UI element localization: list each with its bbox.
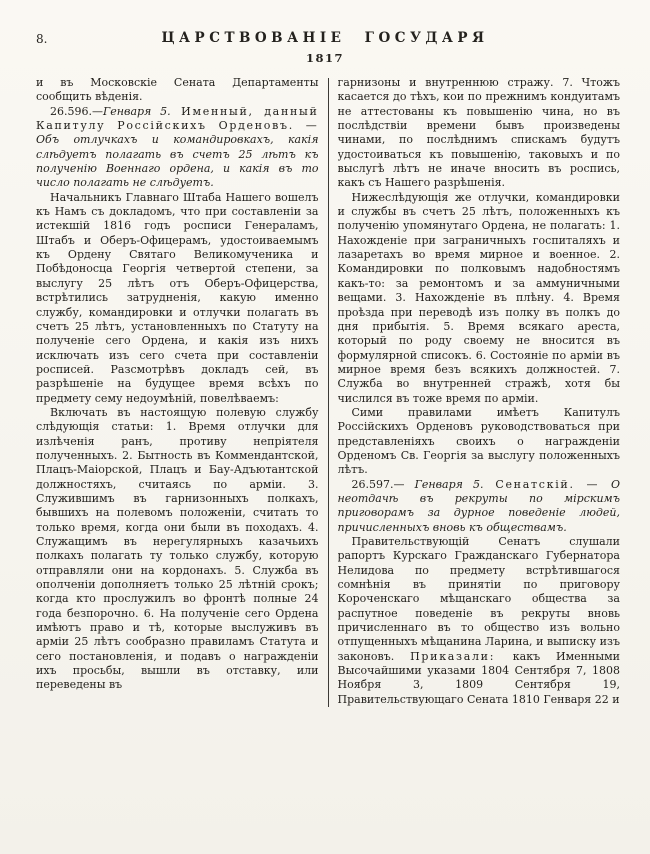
text-columns bbox=[36, 76, 620, 707]
text-run: Сими правилами имѣетъ Капитулъ Россійскихъ Орденовъ руководствоваться при представленіяхъ своихъ о награжденіи Орденомъ Св. Георгія за выслугу положенныхъ лѣтъ. bbox=[337, 405, 620, 477]
text-run: Приказали: bbox=[410, 649, 513, 663]
paragraph bbox=[338, 76, 621, 191]
text-run: Включать въ настоящую полевую службу слѣдующія статьи: 1. Время отлучки для излѣченія ранъ, противу непріятеля полученныхъ. 2. Бытность въ Коммендантской, Плацъ-Маіорской, Плацъ и Бау-Адъютантской должностяхъ, считаясь по арміи. 3. Служившимъ въ гарнизонныхъ полкахъ, бывшихъ на полевомъ положеніи, считать то только время, когда они были въ походахъ. 4. Служащимъ въ нерегулярныхъ казачьихъ полкахъ полагать ту только службу, которую отправляли они на кордонахъ. 5. Служба въ ополченіи дополняетъ только 25 лѣтній срокъ; когда кто прослужилъ во фронтѣ полные 24 года безпорочно. 6. На полученіе сего Ордена имѣютъ право и тѣ, которые выслуживъ въ арміи 25 лѣтъ сообразно правиламъ Статута и сего постановленія, и подавъ о награжденіи ихъ просьбы, вышли въ отставку, или переведены въ bbox=[36, 405, 319, 692]
text-run: 26.596.— bbox=[50, 104, 103, 118]
text-run: Генваря 5. bbox=[414, 477, 484, 491]
text-run: какъ Именными Высочайшими указами 1804 Сентября 7, 1808 Ноября 3, 1809 Сентября 19, Правительствующаго Сената 1810 Генваря 22 и bbox=[337, 649, 620, 706]
paragraph bbox=[338, 191, 621, 406]
text-run: Генваря 5. bbox=[103, 104, 171, 118]
paragraph bbox=[36, 191, 319, 406]
text-run: Объ отлучкахъ и командировкахъ, какія слѣдуетъ полагать въ счетъ 25 лѣтъ къ полученію Военнаго ордена, и какія въ то число полагать не слѣдуетъ. bbox=[36, 133, 319, 190]
text-run: Нижеслѣдующія же отлучки, командировки и службы въ счетъ 25 лѣтъ, положенныхъ къ полученію упомянутаго Ордена, не полагать: 1. Нахожденіе при заграничныхъ госпиталяхъ и лазаретахъ во время мирное и военное. 2. Командировки по полковымъ надобностямъ какъ-то: за ремонтомъ и за аммуничными вещами. 3. Нахожденіе въ плѣну. 4. Время проѣзда при переводѣ изъ полку въ полкъ до дня прибытія. 5. Время всякаго ареста, который по роду своему не вносится въ формулярной списокъ. 6. Состояніе по арміи въ мирное время безъ всякихъ должностей. 7. Служба во внутренней стражѣ, хотя бы числился въ тоже время по арміи. bbox=[337, 190, 620, 405]
text-run: Правительствующій Сенатъ слушали рапортъ Курскаго Гражданскаго Губернатора Нелидова по предмету встрѣтившагося сомнѣнія въ принятіи по приговору Короченскаго мѣщанскаго общества за распутное поведеніе въ рекруты вновь причисленнаго въ то общество изъ вольно отпущенныхъ мѣщанина Ларина, и выписку изъ законовъ. bbox=[337, 535, 620, 663]
paragraph bbox=[338, 406, 621, 478]
paragraph bbox=[36, 105, 319, 191]
paragraph bbox=[338, 478, 621, 535]
left-column bbox=[36, 76, 319, 707]
text-run: 26.597.— bbox=[351, 477, 415, 491]
paragraph bbox=[338, 535, 621, 707]
column-divider bbox=[328, 78, 329, 707]
text-run: Сенатскій. — bbox=[483, 477, 611, 491]
right-column bbox=[338, 76, 621, 707]
text-run: гарнизоны и внутреннюю стражу. 7. Чтожъ касается до тѣхъ, кои по прежнимъ кондуитамъ не аттестованы къ повышенію чина, но въ послѣдствіи времени бывъ произведены чинами, по послѣднимъ спискамъ будутъ удостоиваться къ повышенію, таковыхъ и по выслугѣ лѣтъ не иначе вносить въ роспись, какъ съ Нашего разрѣшенія. bbox=[337, 76, 620, 190]
page-header bbox=[0, 0, 650, 65]
year-heading: 1817 bbox=[305, 51, 344, 65]
paragraph bbox=[36, 76, 319, 105]
text-run: и въ Московскіе Сената Департаменты сообщить вѣденія. bbox=[36, 76, 319, 104]
text-run: Начальникъ Главнаго Штаба Нашего вошелъ къ Намъ съ докладомъ, что при составленіи за истекшій 1816 годъ росписи Генераламъ, Штабъ и Оберъ-Офицерамъ, удостоиваемымъ къ Ордену Святаго Великомученика и Побѣдоносца Георгія четвертой степени, за выслугу 25 лѣтъ отъ Оберъ-Офицерства, встрѣтились затрудненія, какую именно службу, командировки и отлучки полагать въ счетъ 25 лѣтъ, установленныхъ по Статуту на полученіе сего Ордена, и какія изъ нихъ исключать изъ сего счета при составленіи росписей. Разсмотрѣвъ докладъ сей, въ разрѣшеніе на будущее время всѣхъ по предмету сему недоумѣній, повелѣваемъ: bbox=[36, 190, 319, 405]
page-number: 8. bbox=[36, 32, 48, 46]
paragraph bbox=[36, 406, 319, 693]
running-title: ЦАРСТВОВАНІЕ ГОСУДАРЯ bbox=[161, 30, 489, 46]
text-run: Именный, данный Капитулу Россійскихъ Орденовъ. — bbox=[36, 104, 319, 133]
text-run: О неотдачѣ въ рекруты по мірскимъ приговорамъ за дурное поведеніе людей, причисленныхъ вновь къ обществамъ. bbox=[337, 477, 620, 534]
